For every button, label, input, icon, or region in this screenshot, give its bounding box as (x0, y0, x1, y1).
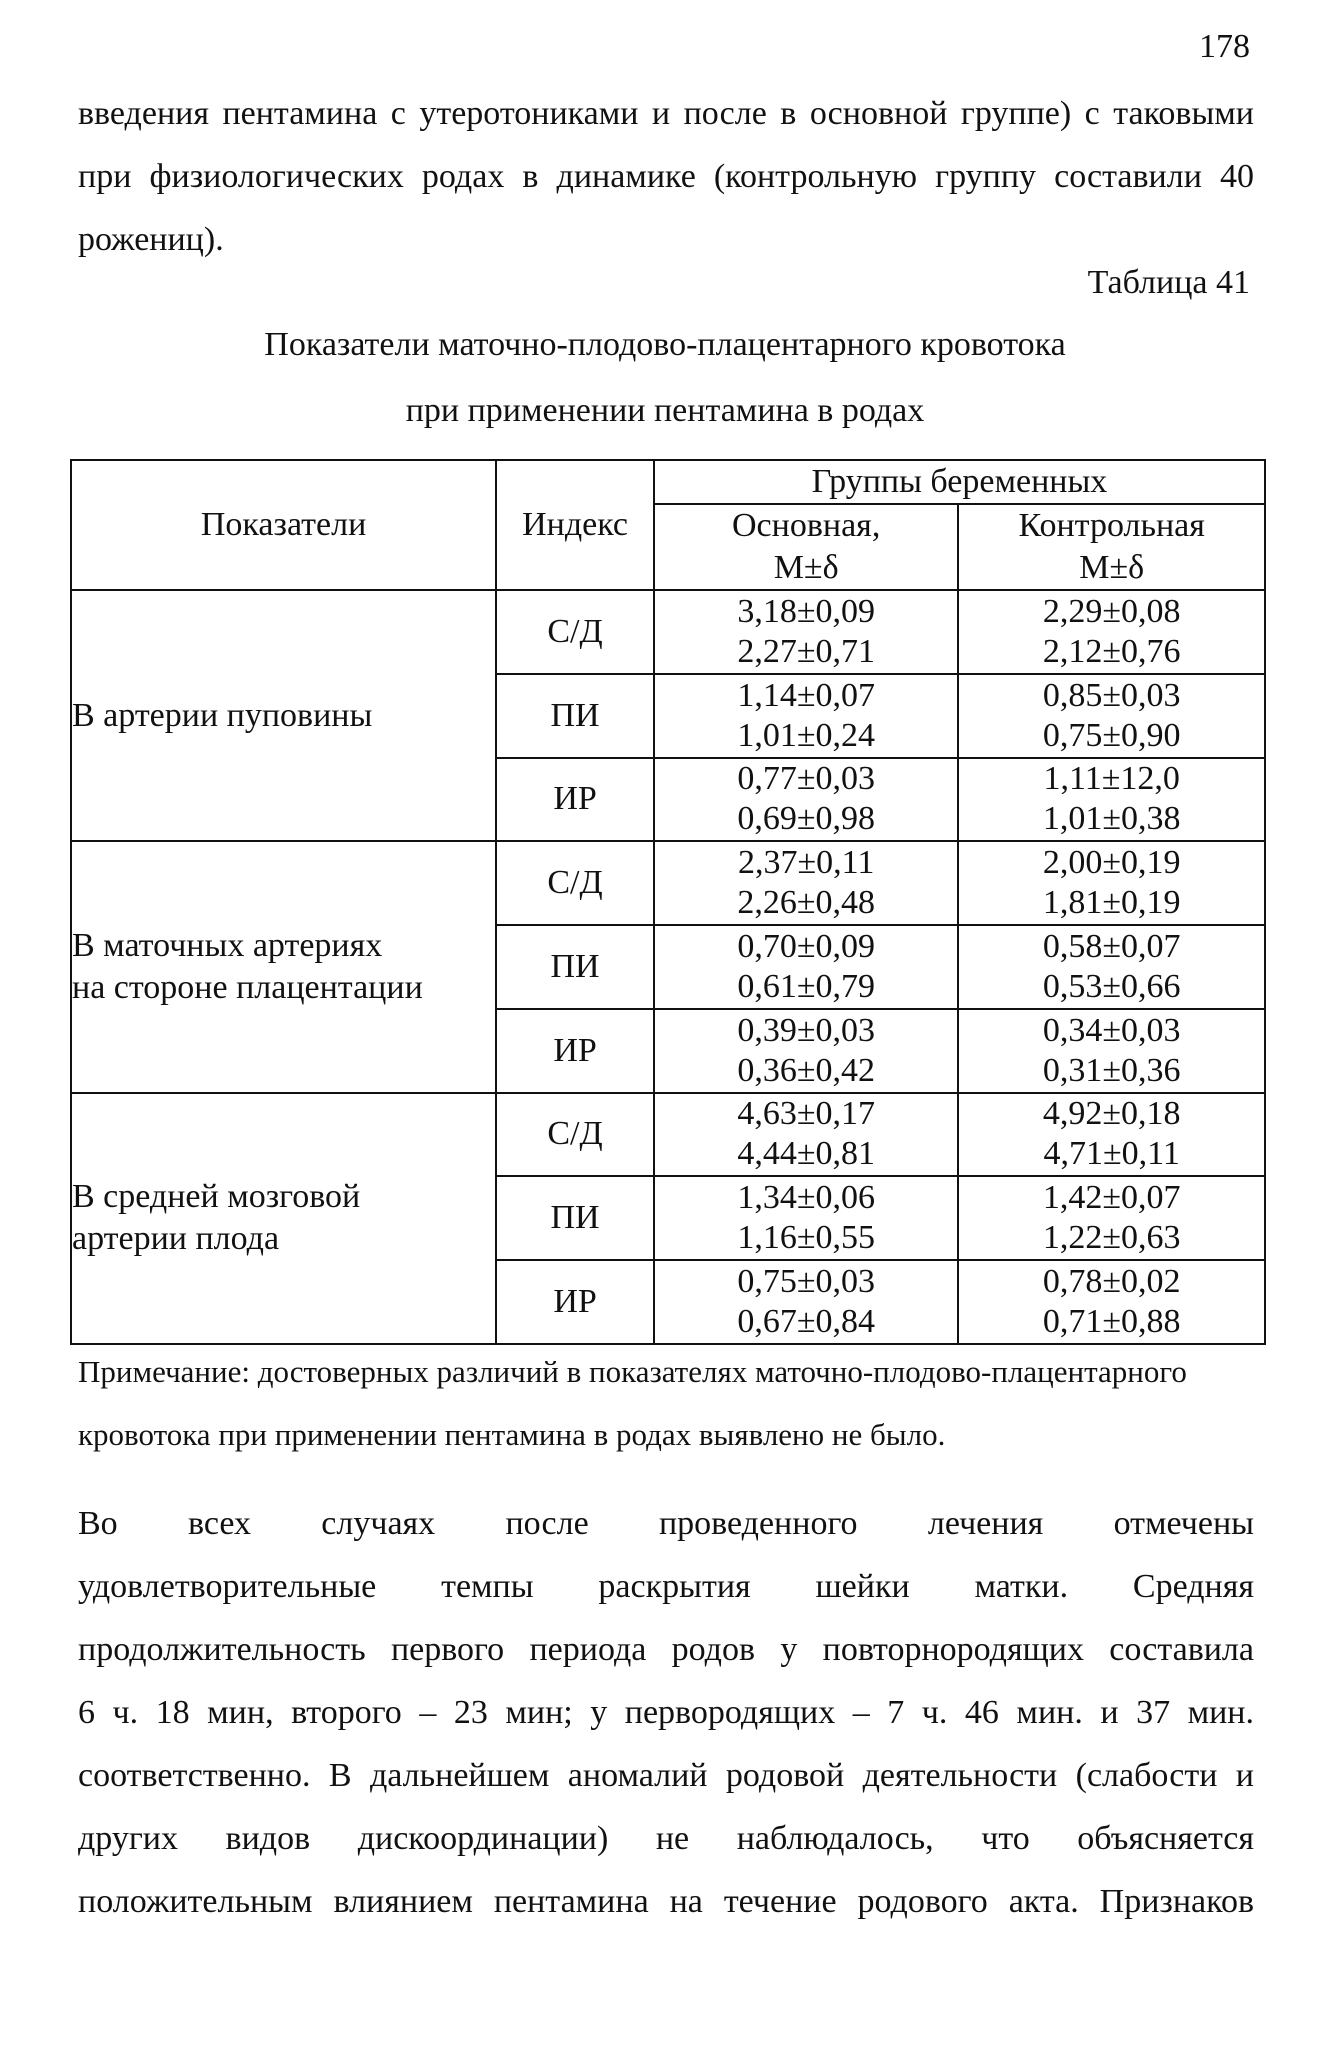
body-paragraph (78, 1492, 1254, 1933)
text-line: продолжительность первого периода родов у повторнородящих составила (78, 1631, 1254, 1668)
value: 2,27±0,71 (737, 632, 875, 670)
value: 1,42±0,07 (1042, 1179, 1181, 1217)
value: 2,26±0,48 (737, 884, 875, 922)
main-value-cell (654, 674, 958, 758)
blood-flow-table (70, 459, 1266, 1345)
note-line: Примечание: достоверных различий в показателях маточно-плодово-плацентарного (78, 1354, 1187, 1389)
value: 1,14±0,07 (737, 676, 875, 714)
section-label-line: В артерии пуповины (72, 696, 373, 734)
value: 4,71±0,11 (1043, 1135, 1180, 1173)
value: 0,61±0,79 (737, 967, 875, 1005)
value: 2,12±0,76 (1042, 632, 1181, 670)
value: 0,77±0,03 (737, 760, 875, 798)
table-note (78, 1340, 1254, 1466)
value: 2,29±0,08 (1042, 592, 1181, 630)
value: 0,53±0,66 (1042, 967, 1181, 1005)
text-line: положительным влиянием пентамина на течение родового акта. Признаков (78, 1883, 1254, 1920)
index-cell: ПИ (496, 674, 654, 758)
index-cell: ПИ (496, 1176, 654, 1260)
value: 0,39±0,03 (737, 1011, 875, 1049)
header-control-group (958, 504, 1265, 590)
header-main-stat: M±δ (773, 549, 839, 586)
value: 4,44±0,81 (737, 1135, 875, 1173)
text-line: других видов дискоординации) не наблюдалось, что объясняется (78, 1820, 1254, 1857)
value: 0,75±0,90 (1042, 716, 1181, 754)
control-value-cell (958, 590, 1265, 674)
main-value-cell (654, 1260, 958, 1344)
table-title-line-2: при применении пентамина в родах (405, 392, 925, 429)
value: 2,37±0,11 (737, 844, 875, 882)
table-row (71, 590, 1265, 674)
value: 0,78±0,02 (1042, 1263, 1181, 1301)
value: 0,75±0,03 (737, 1263, 875, 1301)
text-line: 6 ч. 18 мин, второго – 23 мин; у первородящих – 7 ч. 46 мин. и 37 мин. (78, 1694, 1254, 1731)
index-cell: С/Д (496, 590, 654, 674)
header-main-label: Основная, (732, 507, 881, 544)
control-value-cell (958, 1009, 1265, 1093)
section-label-uterine-arteries (71, 841, 496, 1092)
index-cell: ПИ (496, 925, 654, 1009)
value: 2,00±0,19 (1042, 844, 1181, 882)
index-cell: ИР (496, 758, 654, 842)
control-value-cell (958, 758, 1265, 842)
table-row (71, 841, 1265, 925)
control-value-cell (958, 925, 1265, 1009)
value: 1,16±0,55 (737, 1219, 875, 1257)
main-value-cell (654, 758, 958, 842)
value: 1,22±0,63 (1042, 1219, 1181, 1257)
table-title-line-1: Показатели маточно-плодово-плацентарного кровотока (264, 326, 1066, 363)
index-cell: ИР (496, 1260, 654, 1344)
header-control-label: Контрольная (1018, 507, 1205, 544)
intro-paragraph (78, 82, 1254, 271)
main-value-cell (654, 590, 958, 674)
header-control-stat: M±δ (1079, 549, 1145, 586)
value: 4,63±0,17 (737, 1095, 875, 1133)
text-line: введения пентамина с утеротониками и после в основной группе) с таковыми (78, 95, 1254, 132)
page-number: 178 (1199, 28, 1250, 65)
value: 1,11±12,0 (1043, 760, 1180, 798)
value: 1,34±0,06 (737, 1179, 875, 1217)
value: 0,70±0,09 (737, 927, 875, 965)
value: 0,36±0,42 (737, 1051, 875, 1089)
index-cell: С/Д (496, 841, 654, 925)
main-value-cell (654, 1009, 958, 1093)
header-main-group (654, 504, 958, 590)
value: 0,58±0,07 (1042, 927, 1181, 965)
control-value-cell (958, 1260, 1265, 1344)
control-value-cell (958, 674, 1265, 758)
text-line: соответственно. В дальнейшем аномалий родовой деятельности (слабости и (78, 1757, 1254, 1794)
note-line: кровотока при применении пентамина в родах выявлено не было. (78, 1417, 946, 1452)
index-cell: С/Д (496, 1093, 654, 1177)
value: 0,67±0,84 (737, 1303, 875, 1341)
value: 1,81±0,19 (1042, 884, 1181, 922)
section-label-line: В маточных артериях (72, 926, 383, 964)
text-line: Во всех случаях после проведенного лечения отмечены (78, 1505, 1254, 1542)
section-label-line: на стороне плацентации (72, 968, 423, 1006)
header-groups: Группы беременных (654, 460, 1265, 504)
header-row (71, 460, 1265, 504)
value: 4,92±0,18 (1042, 1095, 1181, 1133)
control-value-cell (958, 841, 1265, 925)
value: 1,01±0,24 (737, 716, 875, 754)
header-indicators: Показатели (71, 460, 496, 590)
value: 0,85±0,03 (1042, 676, 1181, 714)
value: 0,34±0,03 (1042, 1011, 1181, 1049)
value: 3,18±0,09 (737, 592, 875, 630)
control-value-cell (958, 1176, 1265, 1260)
main-value-cell (654, 925, 958, 1009)
main-value-cell (654, 841, 958, 925)
table-row (71, 1093, 1265, 1177)
index-cell: ИР (496, 1009, 654, 1093)
section-label-umbilical-artery (71, 590, 496, 841)
value: 1,01±0,38 (1042, 800, 1181, 838)
text-line: при физиологических родах в динамике (контрольную группу составили 40 (78, 158, 1254, 195)
text-line: удовлетворительные темпы раскрытия шейки матки. Средняя (78, 1568, 1254, 1605)
section-label-line: артерии плода (72, 1220, 280, 1258)
value: 0,31±0,36 (1042, 1051, 1181, 1089)
section-label-line: В средней мозговой (72, 1178, 361, 1216)
header-index: Индекс (496, 460, 654, 590)
value: 0,69±0,98 (737, 800, 875, 838)
table-label: Таблица 41 (1087, 264, 1250, 301)
main-value-cell (654, 1176, 958, 1260)
main-value-cell (654, 1093, 958, 1177)
value: 0,71±0,88 (1042, 1303, 1181, 1341)
text-line: рожениц). (78, 221, 224, 258)
control-value-cell (958, 1093, 1265, 1177)
section-label-middle-cerebral-artery (71, 1093, 496, 1344)
